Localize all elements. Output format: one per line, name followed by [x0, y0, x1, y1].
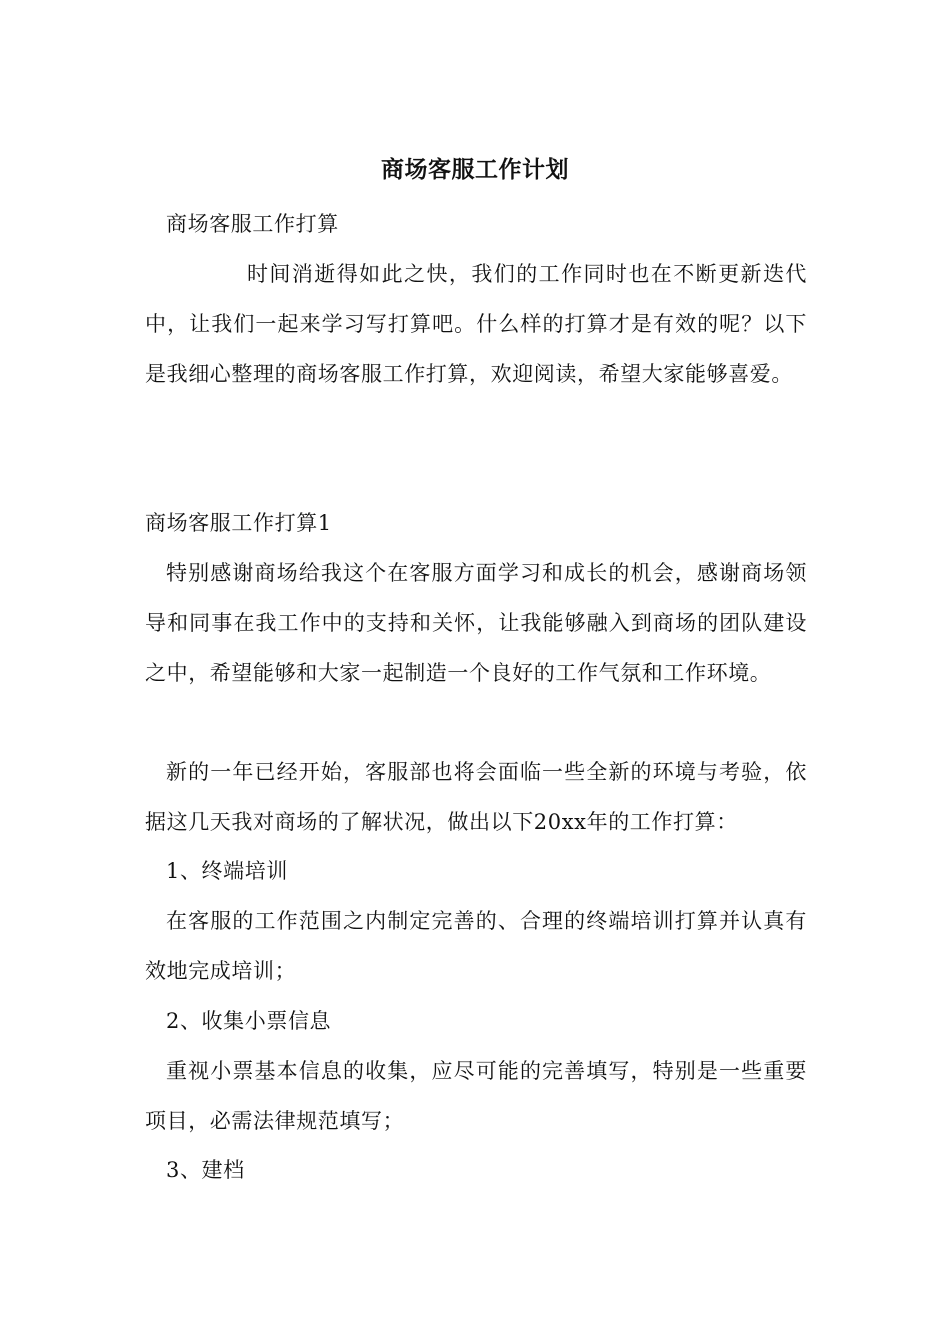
document-title: 商场客服工作计划 — [381, 157, 569, 183]
intro-paragraph: 时间消逝得如此之快，我们的工作同时也在不断更新迭代中，让我们一起来学习写打算吧。什么样的打算才是有效的呢？以下是我细心整理的商场客服工作打算，欢迎阅读，希望大家能够喜爱。 — [145, 262, 807, 386]
subtitle: 商场客服工作打算 — [166, 212, 339, 236]
item-body-receipt-info: 重视小票基本信息的收集，应尽可能的完善填写，特别是一些重要项目，必需法律规范填写； — [145, 1059, 807, 1133]
item-body-terminal-training: 在客服的工作范围之内制定完善的、合理的终端培训打算并认真有效地完成培训； — [145, 909, 807, 983]
paragraph-new-year: 新的一年已经开始，客服部也将会面临一些全新的环境与考验，依据这几天我对商场的了解状况，做出以下20xx年的工作打算： — [145, 760, 807, 834]
item-heading-terminal-training: 1、终端培训 — [166, 859, 288, 883]
item-heading-receipt-info: 2、收集小票信息 — [166, 1009, 332, 1033]
paragraph-thanks: 特别感谢商场给我这个在客服方面学习和成长的机会，感谢商场领导和同事在我工作中的支持和关怀，让我能够融入到商场的团队建设之中，希望能够和大家一起制造一个良好的工作气氛和工作环境。 — [145, 561, 807, 685]
section-heading: 商场客服工作打算1 — [145, 511, 332, 535]
item-heading-archiving: 3、建档 — [166, 1158, 245, 1182]
